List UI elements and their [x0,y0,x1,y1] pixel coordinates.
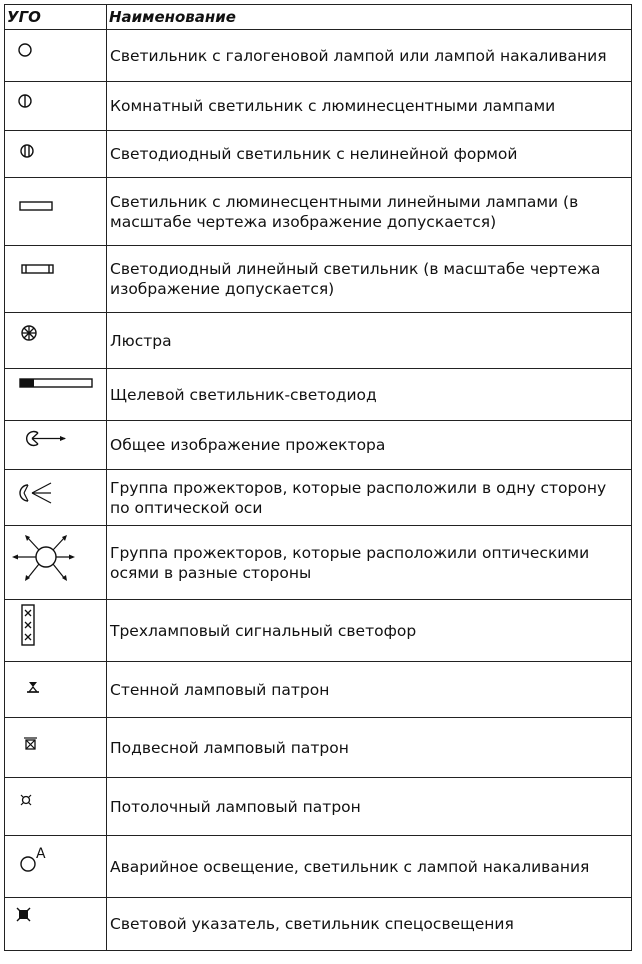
row-name: Светодиодный светильник с нелинейной формой [107,131,632,178]
slot-led-lamp-icon [5,369,107,421]
row-name: Комнатный светильник с люминесцентными лампами [107,82,632,131]
emergency-label: A [36,846,46,862]
row-name: Щелевой светильник-светодиод [107,369,632,421]
table-row [5,526,632,600]
table-row [5,82,632,131]
led-linear-lamp-icon [5,246,107,313]
led-nonlinear-lamp-icon [5,131,107,178]
row-name: Светодиодный линейный светильник (в масштабе чертежа изображение допускается) [107,246,632,313]
row-name: Светильник с галогеновой лампой или лампой накаливания [107,30,632,82]
traffic-light-icon [5,600,107,662]
projector-icon [5,421,107,470]
row-name: Подвесной ламповый патрон [107,718,632,778]
table-row [5,836,632,898]
table-row [5,718,632,778]
table-row [5,421,632,470]
row-name: Группа прожекторов, которые расположили в одну сторону по оптической оси [107,470,632,526]
fluorescent-room-lamp-icon [5,82,107,131]
emergency-lamp-icon [5,836,107,898]
table-row [5,178,632,246]
row-name: Аварийное освещение, светильник с лампой накаливания [107,836,632,898]
row-name: Светильник с люминесцентными линейными лампами (в масштабе чертежа изображение допускается) [107,178,632,246]
header-symbol: УГО [5,5,107,30]
table-row [5,898,632,951]
header-name: Наименование [107,5,632,30]
table-row [5,778,632,836]
table-row [5,369,632,421]
special-light-indicator-icon [5,898,107,951]
row-name: Люстра [107,313,632,369]
wall-lampholder-icon [5,662,107,718]
projector-group-one-side-icon [5,470,107,526]
table-row [5,313,632,369]
row-name: Группа прожекторов, которые расположили оптическими осями в разные стороны [107,526,632,600]
row-name: Световой указатель, светильник спецосвещения [107,898,632,951]
table-row [5,246,632,313]
projector-group-all-sides-icon [5,526,107,600]
table-row [5,662,632,718]
incandescent-lamp-icon [5,30,107,82]
ceiling-lampholder-icon [5,778,107,836]
row-name: Общее изображение прожектора [107,421,632,470]
table-row [5,30,632,82]
chandelier-icon [5,313,107,369]
row-name: Потолочный ламповый патрон [107,778,632,836]
symbols-table [4,4,632,951]
table-header-row [5,5,632,30]
pendant-lampholder-icon [5,718,107,778]
table-row [5,131,632,178]
row-name: Трехламповый сигнальный светофор [107,600,632,662]
row-name: Стенной ламповый патрон [107,662,632,718]
fluorescent-linear-lamp-icon [5,178,107,246]
table-row [5,600,632,662]
table-row [5,470,632,526]
